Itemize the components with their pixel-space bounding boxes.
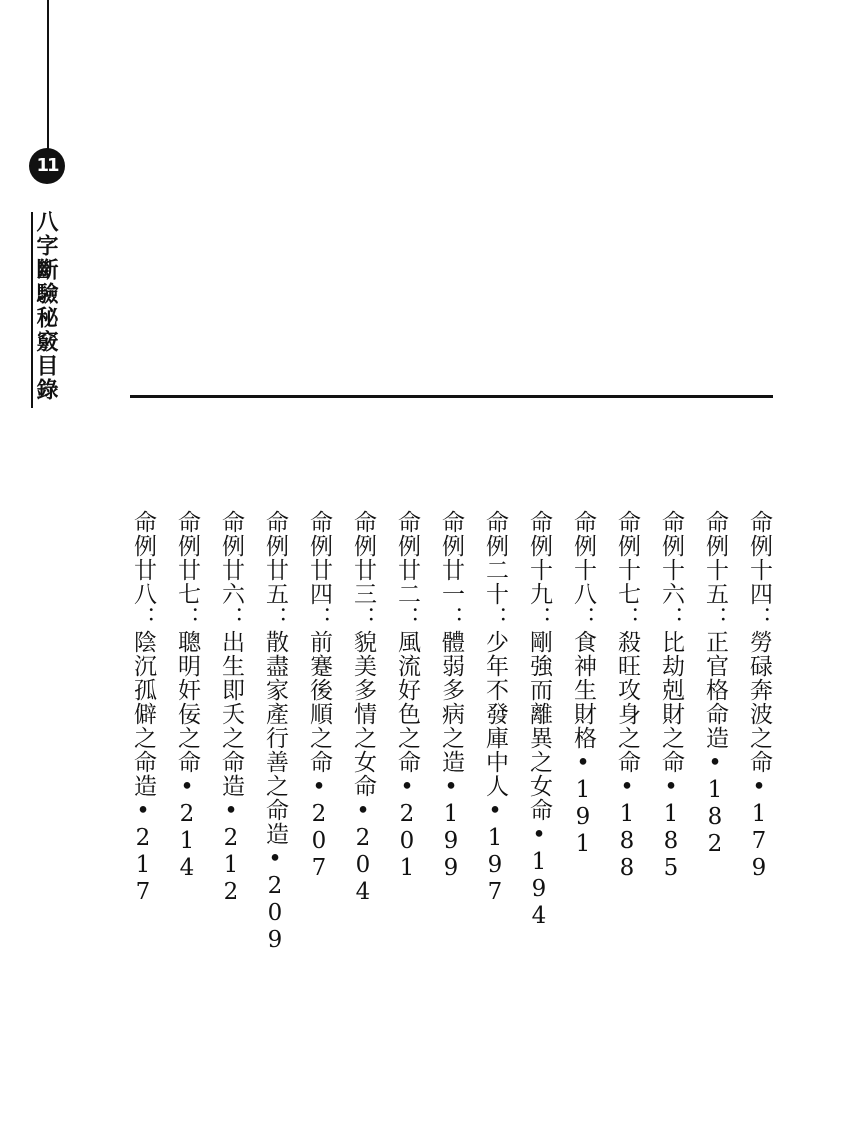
entry-separator: • [174, 774, 200, 801]
entry-page: 207 [306, 801, 332, 882]
entry-title: 命例十九：剛強而離異之女命 [526, 510, 552, 822]
toc-entry[interactable] [304, 510, 333, 954]
toc-entry[interactable] [128, 510, 157, 954]
entry-separator: • [438, 774, 464, 801]
section-divider [130, 395, 773, 398]
entry-title: 命例十六：比劫剋財之命 [658, 510, 684, 774]
entry-title: 命例廿一：體弱多病之造 [438, 510, 464, 774]
toc-entry[interactable] [348, 510, 377, 954]
entry-page: 209 [262, 873, 288, 954]
toc-entry[interactable] [656, 510, 685, 954]
entry-page: 197 [482, 825, 508, 906]
entry-title: 命例十四：勞碌奔波之命 [746, 510, 772, 774]
entry-separator: • [218, 798, 244, 825]
toc-entry[interactable] [172, 510, 201, 954]
entry-separator: • [394, 774, 420, 801]
entry-title: 命例十七：殺旺攻身之命 [614, 510, 640, 774]
entry-title: 命例廿八：陰沉孤僻之命造 [130, 510, 156, 798]
entry-separator: • [262, 846, 288, 873]
toc-entry[interactable] [700, 510, 729, 954]
toc-entry[interactable] [480, 510, 509, 954]
entry-title: 命例廿三：貌美多情之女命 [350, 510, 376, 798]
entry-separator: • [306, 774, 332, 801]
entry-separator: • [350, 798, 376, 825]
entry-title: 命例二十：少年不發庫中人 [482, 510, 508, 798]
entry-page: 191 [570, 777, 596, 858]
entry-separator: • [526, 822, 552, 849]
toc-entry[interactable] [392, 510, 421, 954]
toc-entry[interactable] [216, 510, 245, 954]
entry-separator: • [658, 774, 684, 801]
entry-page: 182 [702, 777, 728, 858]
toc-entry[interactable] [524, 510, 553, 954]
entry-separator: • [614, 774, 640, 801]
toc-entry[interactable] [744, 510, 773, 954]
entry-title: 命例廿六：出生即夭之命造 [218, 510, 244, 798]
toc-entry[interactable] [436, 510, 465, 954]
entry-title: 命例廿五：散盡家產行善之命造 [262, 510, 288, 846]
entry-title: 命例廿七：聰明奸佞之命 [174, 510, 200, 774]
book-title: 八字斷驗秘竅目錄 [33, 210, 58, 402]
entry-title: 命例十八：食神生財格 [570, 510, 596, 750]
entry-page: 217 [130, 825, 156, 906]
entry-separator: • [482, 798, 508, 825]
entry-separator: • [570, 750, 596, 777]
entry-title: 命例廿四：前蹇後順之命 [306, 510, 332, 774]
entry-title: 命例十五：正官格命造 [702, 510, 728, 750]
entry-title: 命例廿二：風流好色之命 [394, 510, 420, 774]
entry-separator: • [702, 750, 728, 777]
sidebar-rule-top [47, 0, 49, 150]
entry-page: 194 [526, 849, 552, 930]
toc-entry[interactable] [260, 510, 289, 954]
entry-page: 179 [746, 801, 772, 882]
entry-page: 188 [614, 801, 640, 882]
entry-page: 185 [658, 801, 684, 882]
toc-entry[interactable] [568, 510, 597, 954]
entry-separator: • [130, 798, 156, 825]
entry-page: 204 [350, 825, 376, 906]
toc-entry[interactable] [612, 510, 641, 954]
entry-page: 214 [174, 801, 200, 882]
chapter-number-badge: 11 [29, 148, 65, 184]
toc-list [128, 510, 773, 954]
entry-page: 201 [394, 801, 420, 882]
entry-page: 199 [438, 801, 464, 882]
entry-separator: • [746, 774, 772, 801]
entry-page: 212 [218, 825, 244, 906]
